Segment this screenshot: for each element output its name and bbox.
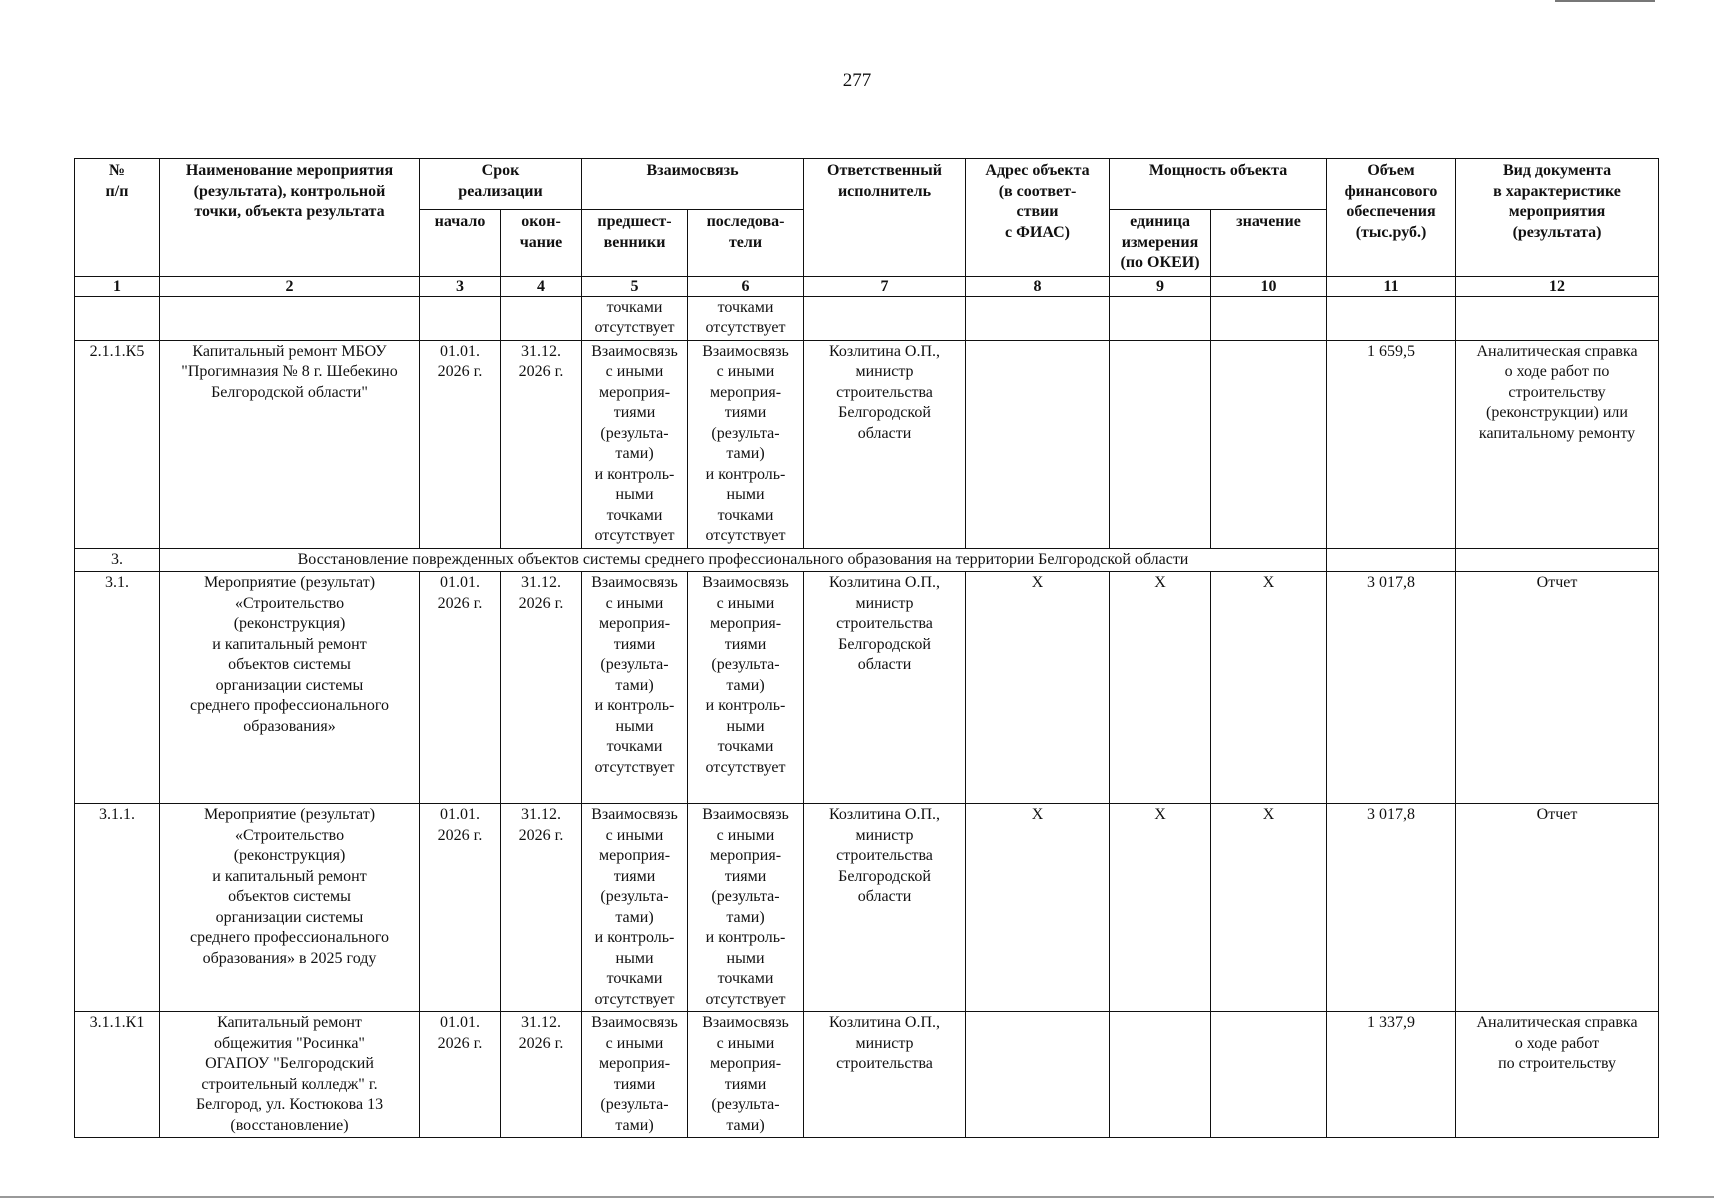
- header-links-next: последова- тели: [688, 210, 804, 277]
- col-number: 2: [160, 276, 420, 296]
- cell-address: Х: [966, 804, 1110, 1012]
- page-number: 277: [842, 70, 872, 91]
- cell-end: 31.12. 2026 г.: [501, 1012, 582, 1138]
- table-row-3-1: [75, 572, 1659, 804]
- cell-start: 01.01. 2026 г.: [420, 340, 501, 548]
- header-doc-type: Вид документа в характеристике мероприятия (результата): [1456, 159, 1659, 277]
- cell-value: Х: [1211, 804, 1327, 1012]
- cell-volume: [1327, 296, 1456, 340]
- cell-address: [966, 296, 1110, 340]
- cell-prev: точками отсутствует: [582, 296, 688, 340]
- table-row-3-1-1: [75, 804, 1659, 1012]
- header-row-1: [75, 159, 1659, 210]
- header-term: Срок реализации: [420, 159, 582, 210]
- cell-prev: Взаимосвязь с иными мероприя- тиями (результа- тами): [582, 1012, 688, 1138]
- cell-doc: [1456, 548, 1659, 572]
- cell-start: 01.01. 2026 г.: [420, 1012, 501, 1138]
- cell-next: Взаимосвязь с иными мероприя- тиями (результа- тами) и контроль- ными точками отсутствует: [688, 804, 804, 1012]
- col-number: 6: [688, 276, 804, 296]
- cell-unit: [1110, 340, 1211, 548]
- cell-responsible: Козлитина О.П., министр строительства Белгородской области: [804, 340, 966, 548]
- cell-volume: [1327, 548, 1456, 572]
- column-numbers-row: [75, 276, 1659, 296]
- cell-volume: 3 017,8: [1327, 804, 1456, 1012]
- cell-end: [501, 296, 582, 340]
- cell-end: 31.12. 2026 г.: [501, 340, 582, 548]
- cell-num: 2.1.1.К5: [75, 340, 160, 548]
- cell-next: Взаимосвязь с иными мероприя- тиями (результа- тами) и контроль- ными точками отсутствует: [688, 340, 804, 548]
- header-name: Наименование мероприятия (результата), контрольной точки, объекта результата: [160, 159, 420, 277]
- cell-volume: 1 659,5: [1327, 340, 1456, 548]
- header-address: Адрес объекта (в соответ- ствии с ФИАС): [966, 159, 1110, 277]
- activities-table: [74, 158, 1659, 1138]
- scan-bottom-rule: [0, 1196, 1714, 1198]
- cell-start: [420, 296, 501, 340]
- cell-responsible: Козлитина О.П., министр строительства: [804, 1012, 966, 1138]
- cell-address: [966, 1012, 1110, 1138]
- cell-address: Х: [966, 572, 1110, 804]
- cell-prev: Взаимосвязь с иными мероприя- тиями (результа- тами) и контроль- ными точками отсутствует: [582, 572, 688, 804]
- cell-doc: Отчет: [1456, 572, 1659, 804]
- cell-name: Капитальный ремонт общежития "Росинка" ОГАПОУ "Белгородский строительный колледж" г. Белгород, ул. Костюкова 13 (восстановление): [160, 1012, 420, 1138]
- cell-name: Капитальный ремонт МБОУ "Прогимназия № 8 г. Шебекино Белгородской области": [160, 340, 420, 548]
- cell-volume: 1 337,9: [1327, 1012, 1456, 1138]
- section-num: 3.: [75, 548, 160, 572]
- cell-doc: Аналитическая справка о ходе работ по строительству (реконструкции) или капитальному ремонту: [1456, 340, 1659, 548]
- cell-num: 3.1.1.: [75, 804, 160, 1012]
- section-title: Восстановление поврежденных объектов системы среднего профессионального образования на территории Белгородской области: [160, 548, 1327, 572]
- cell-doc: Отчет: [1456, 804, 1659, 1012]
- cell-name: [160, 296, 420, 340]
- header-capacity-unit: единица измерения (по ОКЕИ): [1110, 210, 1211, 277]
- cell-unit: [1110, 1012, 1211, 1138]
- header-num: № п/п: [75, 159, 160, 277]
- cell-unit: Х: [1110, 572, 1211, 804]
- section-row-3: [75, 548, 1659, 572]
- cell-num: 3.1.: [75, 572, 160, 804]
- header-capacity-value: значение: [1211, 210, 1327, 277]
- header-term-start: начало: [420, 210, 501, 277]
- cell-doc: Аналитическая справка о ходе работ по строительству: [1456, 1012, 1659, 1138]
- cell-next: точками отсутствует: [688, 296, 804, 340]
- cell-prev: Взаимосвязь с иными мероприя- тиями (результа- тами) и контроль- ными точками отсутствует: [582, 804, 688, 1012]
- cell-value: [1211, 296, 1327, 340]
- header-links-prev: предшест- венники: [582, 210, 688, 277]
- cell-responsible: Козлитина О.П., министр строительства Белгородской области: [804, 572, 966, 804]
- cell-doc: [1456, 296, 1659, 340]
- col-number: 4: [501, 276, 582, 296]
- header-links: Взаимосвязь: [582, 159, 804, 210]
- header-term-end: окон- чание: [501, 210, 582, 277]
- cell-start: 01.01. 2026 г.: [420, 572, 501, 804]
- col-number: 5: [582, 276, 688, 296]
- cell-responsible: [804, 296, 966, 340]
- cell-unit: [1110, 296, 1211, 340]
- cell-prev: Взаимосвязь с иными мероприя- тиями (результа- тами) и контроль- ными точками отсутствует: [582, 340, 688, 548]
- cell-next: Взаимосвязь с иными мероприя- тиями (результа- тами) и контроль- ными точками отсутствует: [688, 572, 804, 804]
- cell-address: [966, 340, 1110, 548]
- col-number: 12: [1456, 276, 1659, 296]
- table-row-continuation: [75, 296, 1659, 340]
- cell-name: Мероприятие (результат) «Строительство (реконструкция) и капитальный ремонт объектов системы организации системы среднего профессионального образования» в 2025 году: [160, 804, 420, 1012]
- col-number: 7: [804, 276, 966, 296]
- cell-name: Мероприятие (результат) «Строительство (реконструкция) и капитальный ремонт объектов системы организации системы среднего профессионального образования»: [160, 572, 420, 804]
- cell-value: [1211, 1012, 1327, 1138]
- cell-num: [75, 296, 160, 340]
- table-row-2-1-1-k5: [75, 340, 1659, 548]
- cell-next: Взаимосвязь с иными мероприя- тиями (результа- тами): [688, 1012, 804, 1138]
- scan-top-rule: [1555, 0, 1655, 2]
- header-capacity: Мощность объекта: [1110, 159, 1327, 210]
- cell-value: Х: [1211, 572, 1327, 804]
- header-responsible: Ответственный исполнитель: [804, 159, 966, 277]
- cell-value: [1211, 340, 1327, 548]
- cell-end: 31.12. 2026 г.: [501, 572, 582, 804]
- cell-end: 31.12. 2026 г.: [501, 804, 582, 1012]
- cell-unit: Х: [1110, 804, 1211, 1012]
- table-row-3-1-1-k1: [75, 1012, 1659, 1138]
- cell-responsible: Козлитина О.П., министр строительства Белгородской области: [804, 804, 966, 1012]
- col-number: 11: [1327, 276, 1456, 296]
- col-number: 3: [420, 276, 501, 296]
- cell-volume: 3 017,8: [1327, 572, 1456, 804]
- col-number: 1: [75, 276, 160, 296]
- cell-num: 3.1.1.К1: [75, 1012, 160, 1138]
- header-volume: Объем финансового обеспечения (тыс.руб.): [1327, 159, 1456, 277]
- col-number: 8: [966, 276, 1110, 296]
- col-number: 9: [1110, 276, 1211, 296]
- cell-start: 01.01. 2026 г.: [420, 804, 501, 1012]
- col-number: 10: [1211, 276, 1327, 296]
